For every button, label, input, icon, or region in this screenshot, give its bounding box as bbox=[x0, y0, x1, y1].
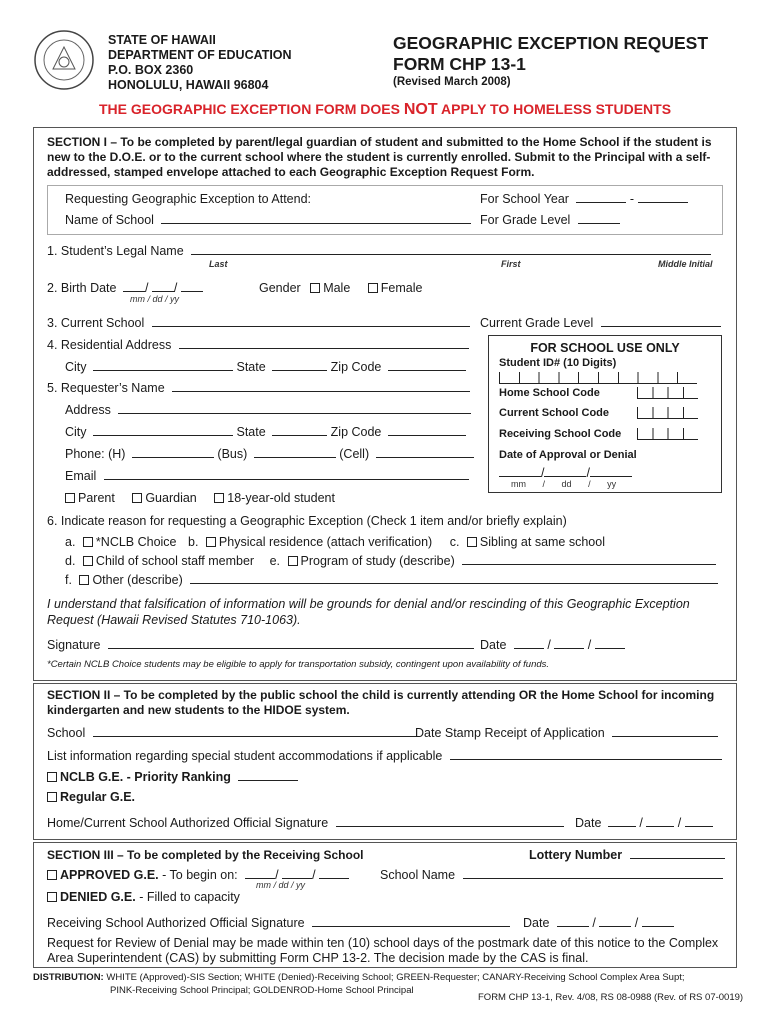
current-school-code-label: Current School Code bbox=[499, 407, 610, 419]
male-checkbox[interactable] bbox=[310, 283, 320, 293]
program-study-field[interactable] bbox=[462, 554, 716, 565]
res-zip-label: Zip Code bbox=[330, 360, 382, 374]
requester-name-label: 5. Requester’s Name bbox=[47, 381, 165, 395]
req-zip-label: Zip Code bbox=[330, 425, 382, 439]
residential-address-label: 4. Residential Address bbox=[47, 338, 172, 352]
home-mm-field[interactable] bbox=[608, 816, 636, 827]
school-year-end-field[interactable] bbox=[638, 192, 688, 203]
req-state-label: State bbox=[236, 425, 266, 439]
approval-mm-caption: mm bbox=[511, 479, 526, 489]
email-label: Email bbox=[65, 469, 97, 483]
opt-d-letter: d. bbox=[65, 554, 76, 568]
home-dd-field[interactable] bbox=[646, 816, 674, 827]
requesting-label: Requesting Geographic Exception to Attend: bbox=[65, 192, 311, 206]
req-address-label: Address bbox=[65, 403, 111, 417]
guardian-checkbox[interactable] bbox=[132, 493, 142, 503]
req-state-field[interactable] bbox=[272, 425, 327, 436]
form-title: GEOGRAPHIC EXCEPTION REQUEST bbox=[393, 33, 709, 53]
res-state-label: State bbox=[236, 360, 266, 374]
agency-line: STATE OF HAWAII bbox=[108, 33, 216, 47]
opt-a-letter: a. bbox=[65, 535, 76, 549]
distribution-line-2: PINK-Receiving School Principal; GOLDENROD-Home School Principal bbox=[110, 985, 414, 996]
email-field[interactable] bbox=[104, 469, 469, 480]
opt-f-letter: f. bbox=[65, 573, 72, 587]
school-name-label: School Name bbox=[380, 868, 456, 882]
recv-sig-label: Receiving School Authorized Official Signature bbox=[47, 916, 305, 930]
gender-label: Gender bbox=[259, 281, 301, 295]
begin-dd-field[interactable] bbox=[282, 868, 312, 879]
res-city-field[interactable] bbox=[93, 360, 233, 371]
sec2-school-field[interactable] bbox=[93, 726, 418, 737]
male-label: Male bbox=[323, 281, 351, 295]
sig-dd-field[interactable] bbox=[554, 638, 584, 649]
res-state-field[interactable] bbox=[272, 360, 327, 371]
home-sig-field[interactable] bbox=[336, 816, 564, 827]
accommodations-label: List information regarding special student accommodations if applicable bbox=[47, 749, 443, 763]
begin-yy-field[interactable] bbox=[319, 868, 349, 879]
req-city-label: City bbox=[65, 425, 87, 439]
signature-field[interactable] bbox=[108, 638, 474, 649]
recv-dd-field[interactable] bbox=[599, 916, 631, 927]
grade-level-field[interactable] bbox=[578, 213, 620, 224]
approved-label: APPROVED G.E. bbox=[60, 868, 159, 882]
receiving-school-code-label: Receiving School Code bbox=[499, 428, 622, 440]
opt-e-letter: e. bbox=[269, 554, 281, 568]
recv-mm-field[interactable] bbox=[557, 916, 589, 927]
middle-caption: Middle Initial bbox=[658, 259, 713, 269]
lottery-label: Lottery Number bbox=[529, 848, 623, 862]
approval-dd-field[interactable] bbox=[544, 466, 586, 477]
requester-name-field[interactable] bbox=[172, 381, 470, 392]
begin-date-caption: mm / dd / yy bbox=[256, 880, 306, 890]
opt-b-letter: b. bbox=[188, 535, 199, 549]
section-1-instructions: SECTION I – To be completed by parent/legal guardian of student and submitted to the Home School if the student is new to the D.O.E. or to the current school where the student is currently enrolled. Submit to the Principal with a self-addressed, stamped envelope attached to each Geographic Exception Request Form. bbox=[47, 135, 712, 179]
recv-yy-field[interactable] bbox=[642, 916, 674, 927]
birth-mm-field[interactable] bbox=[123, 281, 145, 292]
guardian-label: Guardian bbox=[145, 491, 197, 505]
recv-date-label: Date bbox=[523, 916, 550, 930]
current-school-field[interactable] bbox=[152, 316, 470, 327]
parent-label: Parent bbox=[78, 491, 115, 505]
phone-home-label: Phone: (H) bbox=[65, 447, 126, 461]
notice-text: APPLY TO HOMELESS STUDENTS bbox=[437, 101, 672, 117]
current-grade-label: Current Grade Level bbox=[480, 316, 594, 330]
homeless-notice bbox=[0, 101, 770, 119]
other-checkbox[interactable] bbox=[79, 575, 89, 585]
date-stamp-label: Date Stamp Receipt of Application bbox=[415, 726, 605, 740]
approved-suffix: - To begin on: bbox=[158, 868, 238, 882]
physical-residence-checkbox[interactable] bbox=[206, 537, 216, 547]
physical-residence-label: Physical residence (attach verification) bbox=[218, 535, 433, 549]
adult-student-label: 18-year-old student bbox=[227, 491, 335, 505]
date-approval-label: Date of Approval or Denial bbox=[499, 449, 637, 461]
notice-text: THE GEOGRAPHIC EXCEPTION FORM DOES bbox=[98, 101, 404, 117]
home-school-code-label: Home School Code bbox=[499, 387, 600, 399]
denied-label: DENIED G.E. bbox=[60, 890, 136, 904]
res-city-label: City bbox=[65, 360, 87, 374]
phone-cell-field[interactable] bbox=[376, 447, 474, 458]
home-sig-date-label: Date bbox=[575, 816, 602, 830]
agency-line: DEPARTMENT OF EDUCATION bbox=[108, 48, 292, 62]
school-year-label: For School Year bbox=[480, 192, 569, 206]
birth-yy-field[interactable] bbox=[181, 281, 203, 292]
approval-yy-field[interactable] bbox=[590, 466, 632, 477]
current-grade-field[interactable] bbox=[601, 316, 721, 327]
adult-student-checkbox[interactable] bbox=[214, 493, 224, 503]
agency-line: HONOLULU, HAWAII 96804 bbox=[108, 78, 269, 92]
home-yy-field[interactable] bbox=[685, 816, 713, 827]
agency-block bbox=[108, 33, 292, 93]
receiving-school-code-field[interactable] bbox=[637, 428, 698, 440]
sig-yy-field[interactable] bbox=[595, 638, 625, 649]
name-of-school-field[interactable] bbox=[161, 213, 471, 224]
parent-checkbox[interactable] bbox=[65, 493, 75, 503]
lottery-field[interactable] bbox=[630, 848, 725, 859]
last-caption: Last bbox=[209, 259, 228, 269]
grade-level-label: For Grade Level bbox=[480, 213, 571, 227]
sig-mm-field[interactable] bbox=[514, 638, 544, 649]
sibling-checkbox[interactable] bbox=[467, 537, 477, 547]
sibling-label: Sibling at same school bbox=[479, 535, 605, 549]
staff-child-label: Child of school staff member bbox=[95, 554, 255, 568]
other-label: Other (describe) bbox=[92, 573, 183, 587]
approval-mm-field[interactable] bbox=[499, 466, 541, 477]
state-seal bbox=[33, 29, 95, 91]
name-of-school-label: Name of School bbox=[65, 213, 154, 227]
accommodations-field[interactable] bbox=[450, 749, 722, 760]
staff-child-checkbox[interactable] bbox=[83, 556, 93, 566]
approval-dd-caption: dd bbox=[561, 479, 572, 489]
legal-name-field[interactable] bbox=[191, 244, 711, 255]
approval-yy-caption: yy bbox=[607, 479, 617, 489]
signature-label: Signature bbox=[47, 638, 101, 652]
sec2-school-label: School bbox=[47, 726, 86, 740]
phone-cell-label: (Cell) bbox=[339, 447, 370, 461]
review-notice: Request for Review of Denial may be made within ten (10) school days of the postmark date of this notice to the Complex Area Superintendent (CAS) by submitting Form CHP 13-2. The decision made by the CAS is final. bbox=[47, 936, 719, 965]
form-number: FORM CHP 13-1 bbox=[393, 54, 526, 74]
form-revision: FORM CHP 13-1, Rev. 4/08, RS 08-0988 (Rev. of RS 07-0019) bbox=[478, 992, 744, 1003]
nclb-choice-checkbox[interactable] bbox=[83, 537, 93, 547]
school-name-field[interactable] bbox=[463, 868, 723, 879]
req-address-field[interactable] bbox=[118, 403, 471, 414]
opt-c-letter: c. bbox=[449, 535, 460, 549]
home-sig-label: Home/Current School Authorized Official Signature bbox=[47, 816, 329, 830]
section-2-title: SECTION II – To be completed by the public school the child is currently attending OR the Home School for incoming kindergarten and new students to the HIDOE system. bbox=[47, 688, 715, 717]
female-checkbox[interactable] bbox=[368, 283, 378, 293]
req-city-field[interactable] bbox=[93, 425, 233, 436]
nclb-ge-checkbox[interactable] bbox=[47, 772, 57, 782]
student-id-label: Student ID# (10 Digits) bbox=[499, 357, 617, 369]
res-zip-field[interactable] bbox=[388, 360, 466, 371]
legal-name-label: 1. Student’s Legal Name bbox=[47, 244, 184, 258]
date-stamp-field[interactable] bbox=[612, 726, 718, 737]
birth-dd-field[interactable] bbox=[152, 281, 174, 292]
signature-date-label: Date bbox=[480, 638, 507, 652]
falsification-statement: I understand that falsification of information will be grounds for denial and/or rescinding of this Geographic Exception Request (Hawaii Revised Statutes 710-1063). bbox=[47, 597, 690, 627]
nclb-ge-label: NCLB G.E. - Priority Ranking bbox=[60, 770, 231, 784]
regular-ge-label: Regular G.E. bbox=[60, 790, 136, 804]
distribution-label: DISTRIBUTION: bbox=[33, 972, 104, 983]
denied-suffix: - Filled to capacity bbox=[135, 890, 240, 904]
approved-checkbox[interactable] bbox=[47, 870, 57, 880]
residential-address-field[interactable] bbox=[179, 338, 469, 349]
denied-checkbox[interactable] bbox=[47, 892, 57, 902]
notice-not: NOT bbox=[403, 101, 438, 118]
begin-mm-field[interactable] bbox=[245, 868, 275, 879]
nclb-choice-label: *NCLB Choice bbox=[95, 535, 177, 549]
student-id-field[interactable] bbox=[499, 372, 697, 384]
phone-bus-field[interactable] bbox=[254, 447, 336, 458]
phone-bus-label: (Bus) bbox=[217, 447, 248, 461]
birth-date-caption: mm / dd / yy bbox=[130, 294, 180, 304]
distribution-line-1: WHITE (Approved)-SIS Section; WHITE (Denied)-Receiving School; GREEN-Requester; CANARY-Receiving School Complex Area Supt; bbox=[106, 972, 685, 983]
school-use-title: FOR SCHOOL USE ONLY bbox=[530, 341, 680, 355]
other-field[interactable] bbox=[190, 573, 718, 584]
first-caption: First bbox=[501, 259, 521, 269]
recv-sig-field[interactable] bbox=[312, 916, 510, 927]
school-year-start-field[interactable] bbox=[576, 192, 626, 203]
home-school-code-field[interactable] bbox=[637, 387, 698, 399]
agency-line: P.O. BOX 2360 bbox=[108, 63, 194, 77]
current-school-code-field[interactable] bbox=[637, 407, 698, 419]
female-label: Female bbox=[380, 281, 423, 295]
birth-date-label: 2. Birth Date bbox=[47, 281, 117, 295]
revised-date: (Revised March 2008) bbox=[393, 76, 511, 88]
req-zip-field[interactable] bbox=[388, 425, 466, 436]
phone-home-field[interactable] bbox=[132, 447, 214, 458]
current-school-label: 3. Current School bbox=[47, 316, 145, 330]
nclb-footnote: *Certain NCLB Choice students may be eligible to apply for transportation subsidy, contingent upon availability of funds. bbox=[47, 659, 550, 670]
regular-ge-checkbox[interactable] bbox=[47, 792, 57, 802]
priority-ranking-field[interactable] bbox=[238, 770, 298, 781]
program-study-label: Program of study (describe) bbox=[300, 554, 455, 568]
section-3-title: SECTION III – To be completed by the Receiving School bbox=[47, 848, 364, 862]
reason-question: 6. Indicate reason for requesting a Geographic Exception (Check 1 item and/or briefly explain) bbox=[47, 514, 567, 528]
program-study-checkbox[interactable] bbox=[288, 556, 298, 566]
